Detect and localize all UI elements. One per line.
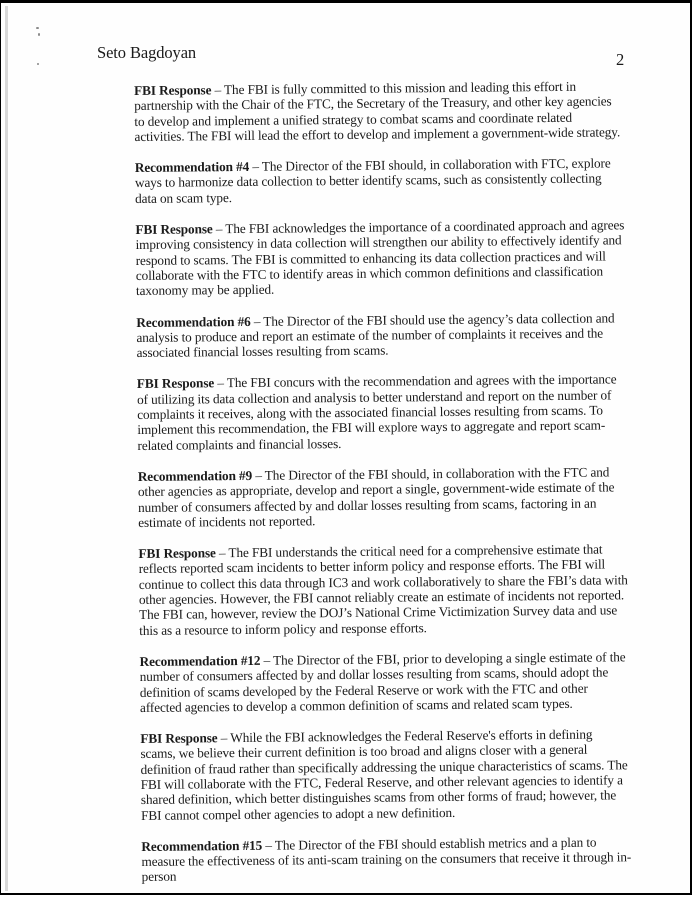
page-number: 2: [616, 50, 625, 69]
paragraph-lead: FBI Response: [136, 375, 215, 392]
paragraph-fbi-response-3: [134, 78, 625, 144]
scan-speck: [36, 27, 39, 29]
paragraph-lead: Recommendation #15: [141, 837, 263, 854]
paragraph-text: – The Director of the FBI should use the agency’s data collection and analysis to produce and report an estimate of the number of complaints it receives and the associated financial losses resulting from scams.: [136, 309, 615, 361]
paragraph-text: – The Director of the FBI should, in collaboration with the FTC and other agencies as appropriate, develop and report a single, government-wide estimate of the number of consumers affected by and dollar losses resulting from scams, factoring in an estimate of incidents not reported.: [137, 464, 615, 530]
paragraph-fbi-response-6: [137, 372, 628, 453]
paragraph-lead: FBI Response: [138, 545, 216, 562]
scan-speck: [37, 63, 39, 65]
paragraph-lead: FBI Response: [140, 730, 218, 747]
paragraph-fbi-response-9: [138, 541, 629, 637]
paragraph-lead: Recommendation #6: [136, 313, 251, 330]
paragraph-fbi-response-12: [140, 726, 631, 822]
paragraph-lead: FBI Response: [134, 82, 212, 98]
letter-body: [134, 78, 632, 900]
paragraph-text: – While the FBI acknowledges the Federal Reserve's efforts in defining scams, we believe their current definition is too broad and aligns closer with a general definition of fraud rather than specifically addressing the unique characteristics of scams. The FBI will collaborate with the FTC, Federal Reserve, and other relevant agencies to identify a shared definition, which better distinguishes scams from other forms of fraud; however, the FBI cannot compel other agencies to adopt a new definition.: [140, 726, 628, 823]
paragraph-recommendation-6: [136, 310, 626, 361]
paragraph-text: – The FBI understands the critical need for a comprehensive estimate that reflects reported scam incidents to better inform policy and response efforts. The FBI will continue to collect this data through IC3 and work collaboratively to share the FBI’s data with other agencies. However, the FBI cannot reliably create an estimate of incidents not reported. The FBI can, however, review the DOJ’s National Crime Victimization Survey data and use this as a resource to inform policy and response efforts.: [138, 541, 628, 638]
paragraph-text: – The FBI acknowledges the importance of a coordinated approach and agrees improving consistency in data collection will strengthen our ability to effectively identify and respond to scams. The FBI is committed to enhancing its data collection practices and will collaborate with the FTC to identify areas in which common definitions and classification taxonomy may be applied.: [135, 217, 625, 299]
paragraph-lead: Recommendation #4: [134, 159, 250, 176]
paragraph-recommendation-12: [139, 649, 630, 715]
paragraph-text: – The Director of the FBI should, in collaboration with FTC, explore ways to harmonize data collection to better identify scams, such as consistently collecting data on scam type.: [134, 155, 611, 206]
paragraph-text: – The FBI concurs with the recommendation and agrees with the importance of utilizing its data collection and analysis to better understand and report on the number of complaints it receives, along with the associated financial losses resulting from scams. To implement this recommendation, the FBI will explore ways to aggregate and report scam-related complaints and financial losses.: [136, 371, 617, 453]
letter-header-recipient: Seto Bagdoyan: [97, 43, 197, 62]
paragraph-text: – The Director of the FBI should establish metrics and a plan to measure the effectiveness of its anti-scam training on the consumers that receive it through in-person: [141, 834, 632, 885]
scan-edge-streak: [5, 6, 8, 891]
paragraph-recommendation-9: [138, 464, 629, 530]
paragraph-text: – The FBI is fully committed to this mission and leading this effort in partnership with the Chair of the FTC, the Secretary of the Treasury, and other key agencies to develop and implement a unified strategy to combat scams and coordinate related activities. The FBI will lead the effort to develop and implement a government-wide strategy.: [134, 78, 621, 144]
paragraph-fbi-response-4: [135, 217, 626, 298]
scan-speck: [38, 33, 40, 36]
paragraph-lead: Recommendation #12: [139, 652, 261, 669]
paragraph-recommendation-4: [135, 155, 625, 206]
paragraph-lead: Recommendation #9: [137, 467, 253, 484]
paragraph-lead: FBI Response: [135, 221, 213, 238]
paragraph-text: – The Director of the FBI, prior to developing a single estimate of the number of consumers affected by and dollar losses resulting from scams, should adopt the definition of scams developed by the Federal Reserve or work with the FTC and other affected agencies to develop a common definition of scams and related scam types.: [139, 649, 626, 715]
paragraph-recommendation-15: [141, 834, 631, 885]
